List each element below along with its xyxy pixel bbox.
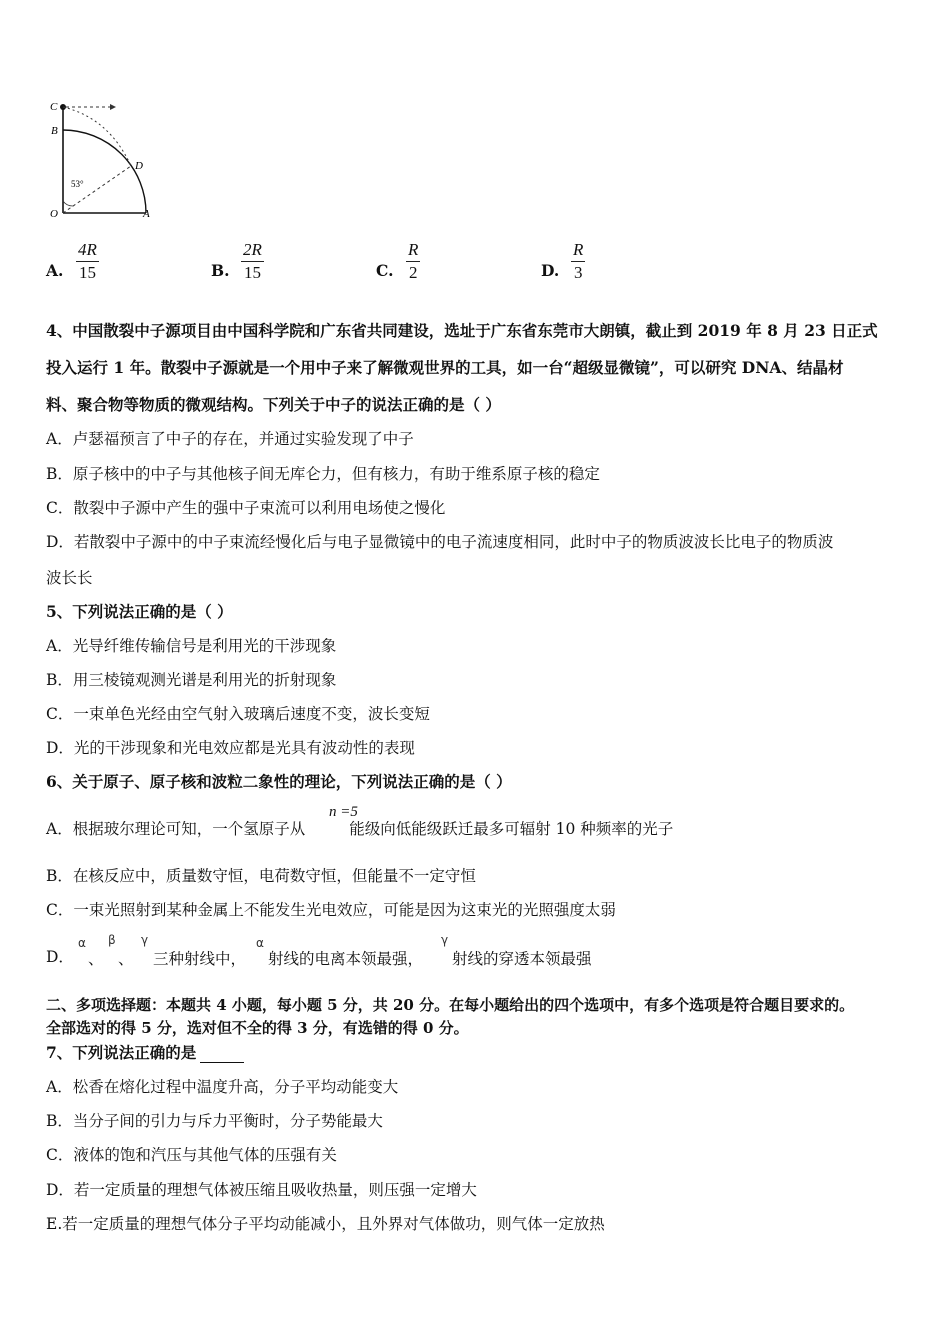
q7-stem-text: 7、下列说法正确的是 [46,1043,197,1062]
q5-option-a: A．光导纤维传输信号是利用光的干涉现象 [46,637,337,655]
q7-option-d: D．若一定质量的理想气体被压缩且吸收热量，则压强一定增大 [46,1181,477,1199]
q3-option-a-num: 4R [78,240,97,259]
q4-option-d-line2: 波长长 [46,569,93,587]
q3-option-a-label: A. [46,261,64,280]
label-A: A [143,208,150,220]
q6-option-a-pre: A．根据玻尔理论可知，一个氢原子从 [46,820,306,838]
q6-option-a-post: 能级向低能级跃迁最多可辐射 10 种频率的光子 [349,820,674,838]
q7-option-a: A．松香在熔化过程中温度升高，分子平均动能变大 [46,1078,399,1096]
q7-stem [46,1043,244,1063]
q6-option-a-equation: n =5 [329,804,358,820]
label-C: C [50,101,58,113]
q7-answer-blank[interactable] [200,1048,244,1063]
gamma-symbol-2: γ [441,933,449,947]
alpha-symbol: α [78,936,86,950]
q3-option-b-num: 2R [243,240,262,259]
q6-option-a [46,819,673,839]
q6-option-d-post: 射线的穿透本领最强 [452,950,592,968]
q3-option-d-label: D. [541,261,560,280]
q6-option-d-mid2: 射线的电离本领最强， [268,950,424,968]
section2-line2: 全部选对的得 5 分，选对但不全的得 3 分，有选错的得 0 分。 [46,1019,469,1037]
q3-option-d-num: R [573,240,584,259]
q4-stem-line3: 料、聚合物等物质的微观结构。下列关于中子的说法正确的是（ ） [46,395,501,414]
q7-option-c: C．液体的饱和汽压与其他气体的压强有关 [46,1146,337,1164]
q6-option-c: C．一束光照射到某种金属上不能发生光电效应，可能是因为这束光的光照强度太弱 [46,901,616,919]
label-D: D [135,160,143,172]
q6-option-b: B．在核反应中，质量数守恒，电荷数守恒，但能量不一定守恒 [46,867,476,885]
q4-option-a: A．卢瑟福预言了中子的存在，并通过实验发现了中子 [46,430,414,448]
section2-line1: 二、多项选择题：本题共 4 小题，每小题 5 分，共 20 分。在每小题给出的四个选项中，有多个选项是符合题目要求的。 [46,996,855,1014]
q6-sep-2: 、 [118,950,134,968]
q4-stem-line2: 投入运行 1 年。散裂中子源就是一个用中子来了解微观世界的工具，如一台“超级显微镜”，可以研究 DNA、结晶材 [46,358,844,377]
q6-stem: 6、关于原子、原子核和波粒二象性的理论，下列说法正确的是（ ） [46,772,512,791]
q3-option-c-fraction [406,240,420,283]
q5-option-b: B．用三棱镜观测光谱是利用光的折射现象 [46,671,337,689]
q5-option-d: D．光的干涉现象和光电效应都是光具有波动性的表现 [46,739,415,757]
q6-option-d-mid1: 三种射线中， [153,950,247,968]
q6-sep-1: 、 [88,950,104,968]
gamma-symbol: γ [141,933,149,947]
q6-option-d [46,947,74,967]
q3-option-c-den: 2 [408,263,418,282]
q5-stem: 5、下列说法正确的是（ ） [46,602,233,621]
physics-figure [44,96,164,220]
q4-option-d-line1: D．若散裂中子源中的中子束流经慢化后与电子显微镜中的电子流速度相同，此时中子的物质波波长比电子的物质波 [46,533,834,551]
q3-option-b-label: B. [211,261,230,280]
label-B: B [51,125,58,137]
q3-option-d-fraction [571,240,585,283]
q3-option-d-den: 3 [573,263,583,282]
q3-option-a-den: 15 [78,263,96,282]
label-O: O [50,208,58,220]
q6-option-d-label: D． [46,948,74,966]
beta-symbol: β [108,933,116,947]
q4-stem-line1: 4、中国散裂中子源项目由中国科学院和广东省共同建设，选址于广东省东莞市大朗镇，截止到 2019 年 8 月 23 日正式 [46,321,878,340]
q3-option-a-fraction [76,240,99,283]
figure-svg [44,96,164,220]
q5-option-c: C．一束单色光经由空气射入玻璃后速度不变，波长变短 [46,705,430,723]
alpha-symbol-2: α [256,936,264,950]
q7-option-b: B．当分子间的引力与斥力平衡时，分子势能最大 [46,1112,383,1130]
q7-option-e: E.若一定质量的理想气体分子平均动能减小，且外界对气体做功，则气体一定放热 [46,1215,605,1233]
q3-option-b-den: 15 [243,263,261,282]
q4-option-c: C．散裂中子源中产生的强中子束流可以利用电场使之慢化 [46,499,446,517]
q3-option-b-fraction [241,240,264,283]
q3-option-c-num: R [408,240,419,259]
label-angle: 53° [71,179,84,189]
q3-option-c-label: C. [376,261,394,280]
q4-option-b: B．原子核中的中子与其他核子间无库仑力，但有核力，有助于维系原子核的稳定 [46,465,600,483]
